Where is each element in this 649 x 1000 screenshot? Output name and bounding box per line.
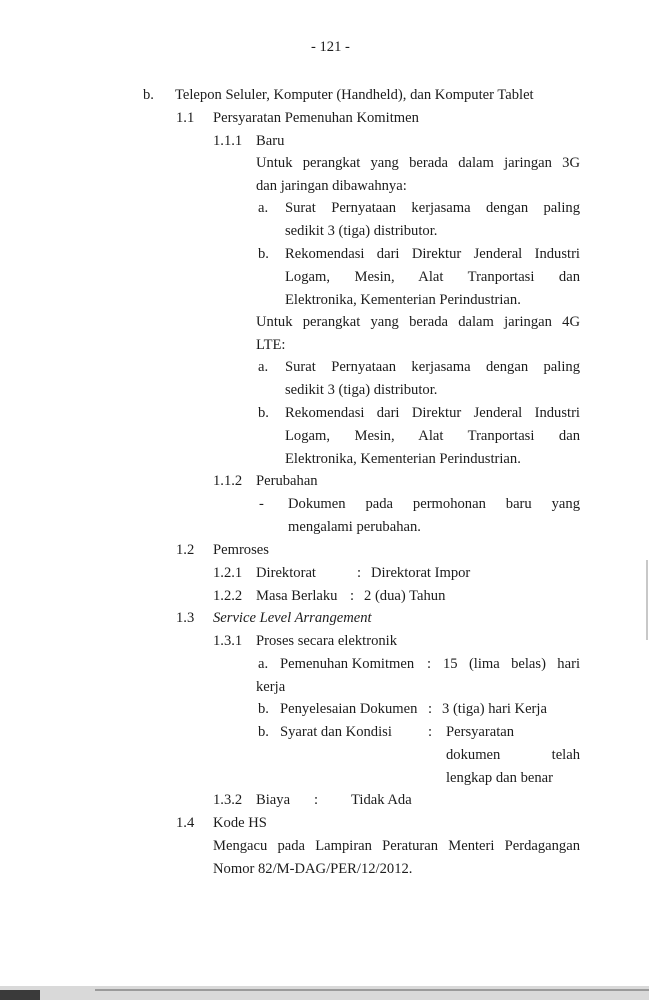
- section-1-2-2-value: 2 (dua) Tahun: [364, 588, 446, 604]
- section-1-1-number: 1.1: [176, 110, 195, 126]
- list-4g-item-b-line-2: Logam, Mesin, Alat Tranportasi dan: [285, 428, 580, 444]
- intro-4g-line-1: Untuk perangkat yang berada dalam jaringan 4G: [256, 314, 580, 330]
- section-1-3-2-colon: :: [314, 792, 319, 808]
- sla-item-3-value-line-2: dokumen telah: [446, 747, 580, 763]
- section-1-1-2-marker: -: [259, 496, 264, 512]
- scan-edge-mark: [646, 560, 648, 640]
- list-4g-item-b-line-3: Elektronika, Kementerian Perindustrian.: [285, 451, 521, 467]
- section-1-3-1-title: Proses secara elektronik: [256, 633, 398, 649]
- sla-item-3-value-line-3: lengkap dan benar: [446, 770, 553, 786]
- section-1-4-title: Kode HS: [213, 815, 267, 831]
- list-4g-item-a-marker: a.: [258, 359, 269, 375]
- scan-dark-corner: [0, 990, 40, 1000]
- section-1-2-2-number: 1.2.2: [213, 588, 243, 604]
- section-1-4-number: 1.4: [176, 815, 195, 831]
- page-number: - 121 -: [311, 39, 350, 55]
- sla-item-2-label: Penyelesaian Dokumen: [280, 701, 418, 717]
- intro-3g-line-1: Untuk perangkat yang berada dalam jaringan 3G: [256, 155, 580, 171]
- section-1-2-1-label: Direktorat: [256, 565, 316, 581]
- list-4g-item-b-marker: b.: [258, 405, 269, 421]
- list-3g-item-b-line-1: Rekomendasi dari Direktur Jenderal Industri: [285, 246, 580, 262]
- list-3g-item-b-line-3: Elektronika, Kementerian Perindustrian.: [285, 292, 521, 308]
- list-3g-item-b-line-2: Logam, Mesin, Alat Tranportasi dan: [285, 269, 580, 285]
- scan-strip-line: [95, 989, 649, 991]
- section-1-4-line-1: Mengacu pada Lampiran Peraturan Menteri Perdagangan: [213, 838, 580, 854]
- sla-item-1-continuation: kerja: [256, 679, 286, 695]
- sla-item-2-value: 3 (tiga) hari Kerja: [442, 701, 547, 717]
- sla-item-1-marker: a.: [258, 656, 269, 672]
- section-1-1-1-number: 1.1.1: [213, 133, 243, 149]
- section-b-marker: b.: [143, 87, 154, 103]
- section-1-2-1-colon: :: [357, 565, 362, 581]
- sla-item-3-label: Syarat dan Kondisi: [280, 724, 392, 740]
- sla-item-1-label: Pemenuhan Komitmen: [280, 656, 415, 672]
- section-1-2-1-value: Direktorat Impor: [371, 565, 471, 581]
- list-3g-item-a-line-2: sedikit 3 (tiga) distributor.: [285, 223, 438, 239]
- list-3g-item-a-line-1: Surat Pernyataan kerjasama dengan paling: [285, 200, 580, 216]
- list-3g-item-a-marker: a.: [258, 200, 269, 216]
- sla-item-2-colon: :: [428, 701, 433, 717]
- list-4g-item-b-line-1: Rekomendasi dari Direktur Jenderal Industri: [285, 405, 580, 421]
- section-b-title: Telepon Seluler, Komputer (Handheld), dan Komputer Tablet: [175, 87, 534, 103]
- intro-3g-line-2: dan jaringan dibawahnya:: [256, 178, 407, 194]
- sla-item-3-marker: b.: [258, 724, 269, 740]
- intro-4g-line-2: LTE:: [256, 337, 286, 353]
- section-1-3-2-number: 1.3.2: [213, 792, 243, 808]
- scan-bottom-strip: [0, 986, 649, 1000]
- section-1-1-2-number: 1.1.2: [213, 473, 243, 489]
- sla-item-1-colon: :: [427, 656, 432, 672]
- section-1-1-2-title: Perubahan: [256, 473, 318, 489]
- section-1-3-title: Service Level Arrangement: [213, 610, 372, 626]
- section-1-3-2-label: Biaya: [256, 792, 291, 808]
- section-1-1-2-line-1: Dokumen pada permohonan baru yang: [288, 496, 580, 512]
- section-1-3-1-number: 1.3.1: [213, 633, 243, 649]
- section-1-2-2-label: Masa Berlaku: [256, 588, 338, 604]
- section-1-3-number: 1.3: [176, 610, 195, 626]
- list-4g-item-a-line-2: sedikit 3 (tiga) distributor.: [285, 382, 438, 398]
- sla-item-3-colon: :: [428, 724, 433, 740]
- sla-item-1-value: 15 (lima belas) hari: [443, 656, 580, 672]
- section-1-1-2-line-2: mengalami perubahan.: [288, 519, 421, 535]
- section-1-1-1-title: Baru: [256, 133, 285, 149]
- section-1-1-title: Persyaratan Pemenuhan Komitmen: [213, 110, 419, 126]
- list-3g-item-b-marker: b.: [258, 246, 269, 262]
- section-1-2-1-number: 1.2.1: [213, 565, 243, 581]
- section-1-3-2-value: Tidak Ada: [351, 792, 412, 808]
- list-4g-item-a-line-1: Surat Pernyataan kerjasama dengan paling: [285, 359, 580, 375]
- section-1-2-title: Pemroses: [213, 542, 269, 558]
- sla-item-2-marker: b.: [258, 701, 269, 717]
- sla-item-3-value-line-1: Persyaratan: [446, 724, 515, 740]
- section-1-2-number: 1.2: [176, 542, 195, 558]
- section-1-4-line-2: Nomor 82/M-DAG/PER/12/2012.: [213, 861, 413, 877]
- section-1-2-2-colon: :: [350, 588, 355, 604]
